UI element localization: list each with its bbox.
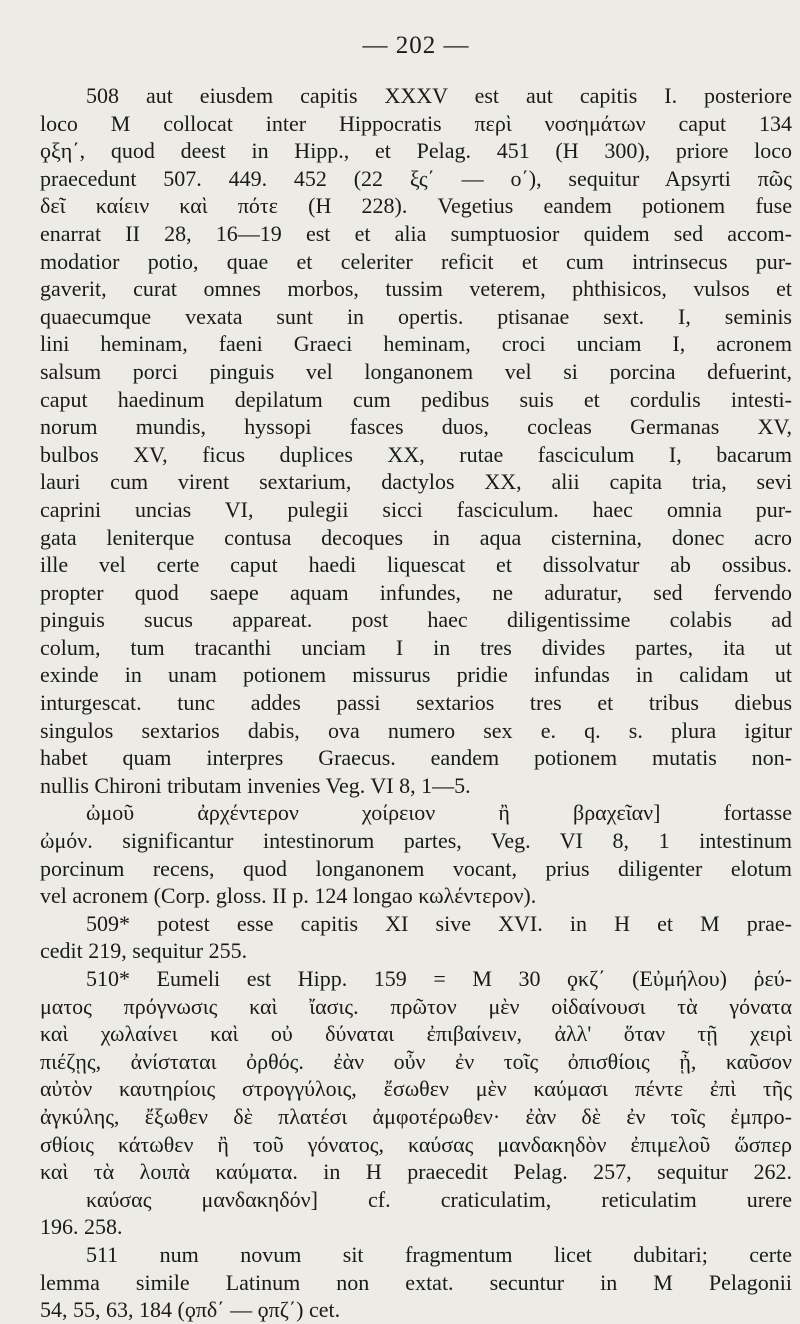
text-line: nullis Chironi tributam invenies Veg. VI 8, 1—5. (40, 772, 471, 798)
text-line: loco M collocat inter Hippocratis περὶ νοσημάτων caput 134 (40, 110, 792, 136)
text-line: salsum porci pinguis vel longanonem vel si porcina defuerint, (40, 358, 792, 384)
text-line: praecedunt 507. 449. 452 (22 ξς΄ — ο΄), sequitur Apsyrti πῶς (40, 165, 792, 191)
text-line: norum mundis, hyssopi fasces duos, cocleas Germanas XV, (40, 414, 792, 440)
text-line: exinde in unam potionem missurus pridie infundas in calidam ut (40, 662, 792, 688)
text-body (40, 82, 792, 1324)
text-line: καὶ τὰ λοιπὰ καύματα. in H praecedit Pelag. 257, sequitur 262. (40, 1159, 792, 1185)
text-line: lemma simile Latinum non extat. secuntur in M Pelagonii (40, 1269, 792, 1295)
text-line: ματος πρόγνωσις καὶ ἴασις. πρῶτον μὲν οἰδαίνουσι τὰ γόνατα (40, 993, 792, 1019)
text-line: singulos sextarios dabis, ova numero sex e. q. s. plura igitur (40, 717, 792, 743)
text-line: inturgescat. tunc addes passi sextarios tres et tribus diebus (40, 690, 792, 716)
text-line: 508 aut eiusdem capitis XXXV est aut capitis I. posteriore (86, 83, 792, 108)
text-line: caprini uncias VI, pulegii sicci fasciculum. haec omnia pur- (40, 496, 792, 522)
book-page (40, 20, 792, 1323)
text-line: habet quam interpres Graecus. eandem potionem mutatis non- (40, 745, 792, 771)
text-line: propter quod saepe aquam infundes, ne aduratur, sed fervendo (40, 579, 792, 605)
text-line: cedit 219, sequitur 255. (40, 938, 248, 964)
text-line: lini heminam, faeni Graeci heminam, croci unciam I, acronem (40, 331, 792, 357)
text-line: ὠμοῦ ἀρχέντερον χοίρειον ἢ βραχεῖαν] fortasse (86, 800, 792, 826)
text-line: καύσας μανδακηδόν] cf. craticulatim, reticulatim urere (86, 1186, 792, 1212)
text-line: vel acronem (Corp. gloss. II p. 124 longao κωλέντερον). (40, 883, 537, 909)
text-line: lauri cum virent sextarium, dactylos XX, alii capita tria, sevi (40, 469, 792, 495)
text-line: σθίοις κάτωθεν ἢ τοῦ γόνατος, καύσας μανδακηδὸν ἐπιμελοῦ ὥσπερ (40, 1131, 792, 1157)
text-line: ἀγκύλης, ἔξωθεν δὲ πλατέσι ἀμφοτέρωθεν· ἐὰν δὲ ἐν τοῖς ἐμπρο- (40, 1103, 792, 1129)
text-line: colum, tum tracanthi unciam I in tres divides partes, ita ut (40, 634, 792, 660)
text-line: 511 num novum sit fragmentum licet dubitari; certe (86, 1241, 792, 1267)
page-number: — 202 — (362, 32, 470, 59)
text-line: ὠμόν. significantur intestinorum partes, Veg. VI 8, 1 intestinum (40, 828, 792, 854)
text-line: ϙξη΄, quod deest in Hipp., et Pelag. 451 (H 300), priore loco (40, 138, 792, 164)
text-line: αὐτὸν καυτηρίοις στρογγύλοις, ἔσωθεν μὲν καύμασι πέντε ἐπὶ τῆς (40, 1076, 792, 1102)
text-line: δεῖ καίειν καὶ πότε (H 228). Vegetius eandem potionem fuse (40, 193, 792, 219)
text-line: καὶ χωλαίνει καὶ οὐ δύναται ἐπιβαίνειν, ἀλλ' ὅταν τῇ χειρὶ (40, 1021, 792, 1047)
text-line: ille vel certe caput haedi liquescat et dissolvatur ab ossibus. (40, 552, 792, 578)
text-line: gata leniterque contusa decoques in aqua cisternina, donec acro (40, 524, 792, 550)
text-line: gaverit, curat omnes morbos, tussim veterem, phthisicos, vulsos et (40, 276, 792, 302)
text-line: caput haedinum depilatum cum pedibus suis et cordulis intesti- (40, 386, 792, 412)
text-line: porcinum recens, quod longanonem vocant, prius diligenter elotum (40, 855, 792, 881)
text-line: bulbos XV, ficus duplices XX, rutae fasciculum I, bacarum (40, 441, 792, 467)
text-line: enarrat II 28, 16—19 est et alia sumptuosior quidem sed accom- (40, 220, 792, 246)
text-line: πιέζῃς, ἀνίσταται ὀρθός. ἐὰν οὖν ἐν τοῖς ὀπισθίοις ᾖ, καῦσον (40, 1048, 792, 1074)
text-line: 510* Eumeli est Hipp. 159 = M 30 ϙκζ΄ (Εὐμήλου) ῥεύ- (86, 966, 792, 991)
text-line: 509* potest esse capitis XI sive XVI. in H et M prae- (86, 910, 792, 936)
text-line: 54, 55, 63, 184 (ϙπδ΄ — ϙπζ΄) cet. (40, 1297, 341, 1323)
text-line: pinguis sucus appareat. post haec diligentissime colabis ad (40, 607, 792, 633)
text-line: quaecumque vexata sunt in opertis. ptisanae sext. I, seminis (40, 303, 792, 329)
text-line: 196. 258. (40, 1214, 123, 1240)
text-line: modatior potio, quae et celeriter reficit et cum intrinsecus pur- (40, 248, 792, 274)
